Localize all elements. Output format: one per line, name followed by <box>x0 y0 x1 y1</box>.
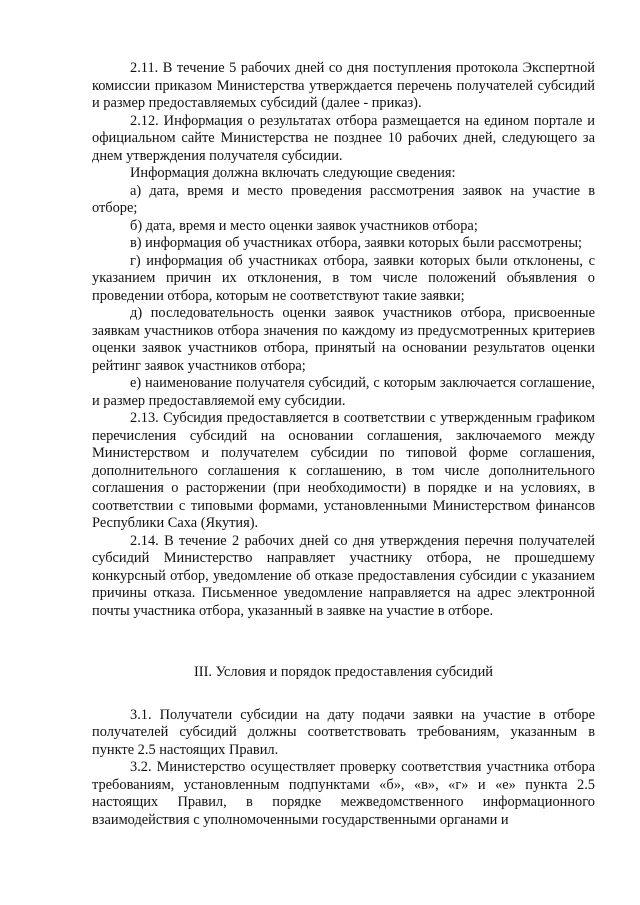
paragraph-3-1: 3.1. Получатели субсидии на дату подачи заявки на участие в отборе получателей субсидий должны соответствовать требованиям, указанным в пункте 2.5 настоящих Правил. <box>92 706 595 758</box>
paragraph-2-12: 2.12. Информация о результатах отбора размещается на едином портале и официальном сайте Министерства не позднее 10 рабочих дней, следующего за днем утверждения получателя субсидии. <box>92 112 595 164</box>
document-page <box>92 60 595 829</box>
list-item-g: г) информация об участниках отбора, заявки которых были отклонены, с указанием причин их отклонения, в том числе положений объявления о проведении отбора, которым не соответствуют такие заявки; <box>92 252 595 304</box>
paragraph-2-11: 2.11. В течение 5 рабочих дней со дня поступления протокола Экспертной комиссии приказом Министерства утверждается перечень получателей субсидий и размер предоставляемых субсидий (далее - приказ). <box>92 60 595 111</box>
list-item-d: д) последовательность оценки заявок участников отбора, присвоенные заявкам участников отбора значения по каждому из предусмотренных критериев оценки заявок участников отбора, принятый на основании результатов оценки рейтинг заявок участников отбора; <box>92 305 595 374</box>
paragraph-info-intro: Информация должна включать следующие сведения: <box>130 165 456 181</box>
section-3-heading: III. Условия и порядок предоставления субсидий <box>194 664 493 680</box>
list-item-b: б) дата, время и место оценки заявок участников отбора; <box>130 217 478 234</box>
paragraph-2-14: 2.14. В течение 2 рабочих дней со дня утверждения перечня получателей субсидий Министерство направляет участнику отбора, не прошедшему конкурсный отбор, уведомление об отказе предоставления субсидии с указанием причины отказа. Письменное уведомление направляется на адрес электронной почты участника отбора, указанный в заявке на участие в отборе. <box>92 532 595 619</box>
paragraph-3-2: 3.2. Министерство осуществляет проверку соответствия участника отбора требованиям, установленным подпунктами «б», «в», «г» и «е» пункта 2.5 настоящих Правил, в порядке межведомственного информационного взаимодействия с уполномоченными государственными органами и <box>92 759 595 828</box>
list-item-a: а) дата, время и место проведения рассмотрения заявок на участие в отборе; <box>92 182 595 216</box>
paragraph-2-13: 2.13. Субсидия предоставляется в соответствии с утвержденным графиком перечисления субсидий на основании соглашения, заключаемого между Министерством и получателем субсидии по типовой форме соглашения, дополнительного соглашения к соглашению, в том числе дополнительного соглашения о расторжении (при необходимости) в порядке и на условиях, в соответствии с типовыми формами, установленными Министерством финансов Республики Саха (Якутия). <box>92 410 595 531</box>
list-item-v: в) информация об участниках отбора, заявки которых были рассмотрены; <box>130 235 583 251</box>
list-item-e: е) наименование получателя субсидий, с которым заключается соглашение, и размер предоставляемой ему субсидии. <box>92 375 595 409</box>
